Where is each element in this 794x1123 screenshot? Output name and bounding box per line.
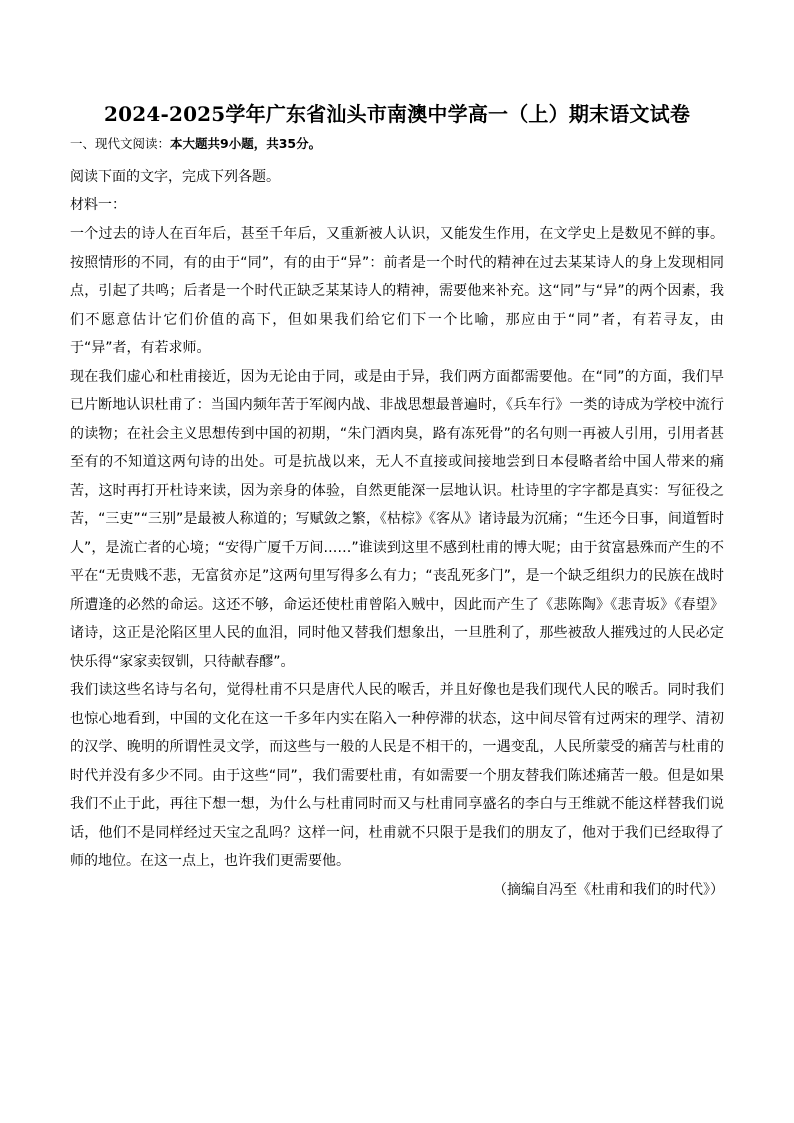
reading-instruction: 阅读下面的文字，完成下列各题。: [70, 169, 280, 185]
paragraph-1: 一个过去的诗人在百年后，甚至千年后，又重新被人认识，又能发生作用，在文学史上是数见不鲜的事。按照情形的不同，有的由于“同”，有的由于“异”：前者是一个时代的精神在过去某某诗人的身上发现相同点，引起了共鸣；后者是一个时代正缺乏某某诗人的精神，需要他来补充。这“同”与“异”的两个因素，我们不愿意估计它们价值的高下，但如果我们给它们下一个比喻，那应由于“同”者，有若寻友，由于“异”者，有若求师。: [70, 226, 724, 356]
section-info: 本大题共9小题，共35分。: [170, 136, 322, 151]
section-prefix: 一、现代文阅读：: [70, 136, 171, 151]
exam-page: [70, 100, 724, 904]
material-label: 材料一：: [70, 197, 126, 213]
paragraph-2: 现在我们虚心和杜甫接近，因为无论由于同，或是由于异，我们两方面都需要他。在“同”的方面，我们早已片断地认识杜甫了：当国内频年苦于军阀内战、非战思想最普遍时，《兵车行》一类的诗成为学校中流行的读物；在社会主义思想传到中国的初期，“朱门酒肉臭，路有冻死骨”的名句则一再被人引用，引用者甚至有的不知道这两句诗的出处。可是抗战以来，无人不直接或间接地尝到日本侵略者给中国人带来的痛苦，这时再打开杜诗来读，因为亲身的体验，自然更能深一层地认识。杜诗里的字字都是真实：写征役之苦，“三吏”“三别”是最被人称道的；写赋敛之繁，《枯棕》《客从》诸诗最为沉痛；“生还今日事，间道暂时人”，是流亡者的心境；“安得广厦千万间……”谁读到这里不感到杜甫的博大呢；由于贫富悬殊而产生的不平在“无贵贱不悲，无富贫亦足”这两句里写得多么有力；“丧乱死多门”，是一个缺乏组织力的民族在战时所遭逢的必然的命运。这还不够，命运还使杜甫曾陷入贼中，因此而产生了《悲陈陶》《悲青坂》《春望》诸诗，这正是沦陷区里人民的血泪，同时他又替我们想象出，一旦胜利了，那些被敌人摧残过的人民必定快乐得“家家卖钗钏，只待献春醪”。: [70, 368, 724, 670]
section-heading: [70, 135, 724, 153]
paragraph-3: 我们读这些名诗与名句，觉得杜甫不只是唐代人民的喉舌，并且好像也是我们现代人民的喉舌。同时我们也惊心地看到，中国的文化在这一千多年内实在陷入一种停滞的状态，这中间尽管有过两宋的理学、清初的汉学、晚明的所谓性灵文学，而这些与一般的人民是不相干的，一遇变乱，人民所蒙受的痛苦与杜甫的时代并没有多少不同。由于这些“同”，我们需要杜甫，有如需要一个朋友替我们陈述痛苦一般。但是如果我们不止于此，再往下想一想，为什么与杜甫同时而又与杜甫同享盛名的李白与王维就不能这样替我们说话，他们不是同样经过天宝之乱吗？这样一问，杜甫就不只限于是我们的朋友了，他对于我们已经取得了师的地位。在这一点上，也许我们更需要他。: [70, 682, 724, 869]
exam-title: 2024-2025学年广东省汕头市南澳中学高一（上）期末语文试卷: [103, 102, 691, 126]
source-citation: （摘编自冯至《杜甫和我们的时代》）: [493, 881, 724, 898]
